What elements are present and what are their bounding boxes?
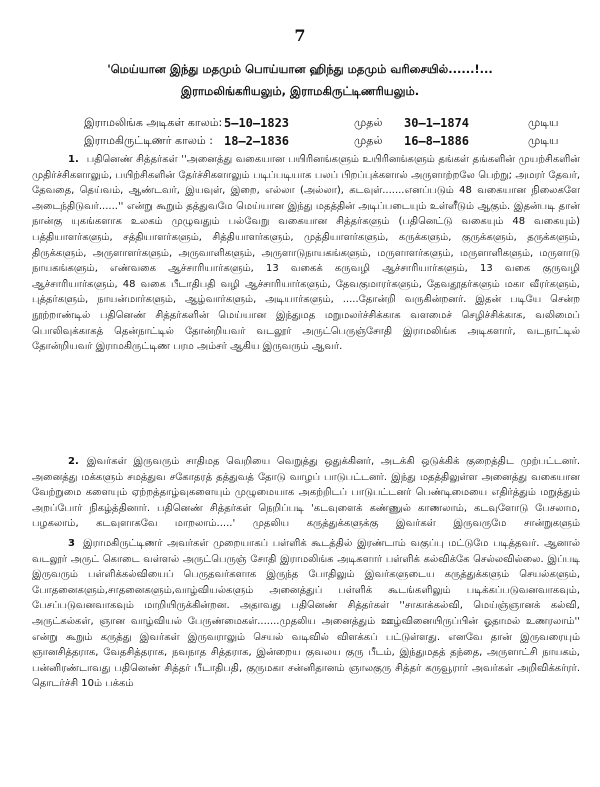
paragraph-number: 2.	[68, 456, 79, 467]
date-from: 5—10—1823	[224, 116, 290, 130]
paragraph-text: இராமகிருட்டிணர் அவர்கள் முறையாகப் பள்ளிக் கூடத்தில் இரண்டாம் வகுப்பு மட்டுமே படித்தவர். ஆனால் வடலூர் அருட் கொடை வள்ளல் அருட்பெருஞ் சோதி இராமலிங்க அடிகளார் பள்ளிக் கல்விக்கே செல்லவில்லை. இப்படி இருவரும் பள்ளிக்கல்வியைப் பெருதவர்களாக இருந்த போதிலும் இவர்களுடைய கருத்துக்களும் செயல்களும், போதனைகளும்,சாதனைகளும்,வாழ்வியல்களும் அனைத்துப் பள்ளிக் கூடங்களிலும் படிக்கப்படுவனவாகவும், பேசப்படுவனவாகவும் மாறியிருக்கின்றன. அதாவது பதினெண் சித்தர்கள் ''சாகாக்கல்வி, மெய்ஞ்ஞானக் கல்வி, அருட்கல்கள், ஞான வாழ்வியல் பேருண்மைகள்.......முதலிய அனைத்தும் ஊழ்வினையிருப்பின் ஓதாமல் உணரலாம்'' என்று கூறும் கருத்து இவர்கள் இருவராலும் செயல் வடிவில் விளக்கப் பட்டுள்ளது. எனவே தான் இருவரையும் ஞானசித்தராக, வேதசித்தராக, நவநாத சித்தராக, இன்றைய குவலய குரு பீடம், இந்துமதத் தந்தை, அருளாட்சி நாயகம், பன்னிரண்டாவது பதினெண் சித்தர் பீடாதிபதி, குருமகா சன்னிதானம் ஞாலகுரு சித்தர் கருவூரார் அவர்கள் அறிவிக்கர்ரர். தொடர்ச்சி 10ம் பக்கம்	[32, 538, 580, 690]
paragraph-number: 3	[68, 538, 75, 549]
date-from-word: முதல்	[354, 134, 383, 147]
date-to: 16—8—1886	[404, 134, 470, 148]
date-from-word: முதல்	[354, 116, 383, 129]
paragraph-3	[32, 536, 580, 774]
date-to-word: முடிய	[528, 134, 559, 147]
date-to-word: முடிய	[528, 116, 559, 129]
date-label: இராமகிருட்டிணர் காலம் :	[84, 134, 213, 147]
paragraph-number: 1.	[68, 154, 79, 165]
paragraph-2	[32, 454, 580, 534]
date-row-ramakrishna	[84, 132, 584, 150]
paragraph-text: பதினெண் சித்தர்கள் ''அனைத்து வகையான பயிரினங்களும் உயிரினங்களும் தங்கள் தங்களின் முயற்சிகளின் முதிர்ச்சிகளாலும், பயிற்சிகளின் தேர்ச்சிகளாலும் படிப்படியாக பலப் பிறப்புக்களால் அருளாற்றலே பெற்று; அமரர் தேவர், தேவதை, தெய்வம், ஆண்டவர், இயவுள், இறை, எல்லா (அல்லா), கடவுள்.......எனப்படும் 48 வகையான நிலைகளே அடைந்திடுவர்......'' என்று கூறும் தத்துவமே மெய்யான இந்து மதத்தின் அடிப்படையும் உள்ளீடும் ஆகும். இதன்படி தான் நான்கு யுகங்களாக உலகம் முழுவதும் பல்வேறு வகையான சித்தர்களும் (பதினெட்டு வகையும் 48 வகையும்) பத்தியாளர்களும், சத்தியாளர்களும், சித்தியாளர்களும், முத்தியாளர்களும், கருக்களும், குருக்களும், தருக்களும், திருக்களும், அருளாளர்களும், அருவாளிகளும், அருளாடுநாயகங்களும், மருளாளர்களும், மருளாளிகளும், மருளாடு நாயகங்களும், எண்வகை ஆச்சாரியார்களும், 13 வகைக் கருவழி ஆச்சாரியார்களும், 13 வகை குருவழி ஆச்சாரியார்களும், 48 வகை பீடாதிபதி வழி ஆச்சாரியார்களும், தேவகுமாரர்களும், தேவதூதர்களும் மகா வீரர்களும், புத்தர்களும், நாயன்மார்களும், ஆழ்வார்களும், அடியார்களும், .....தோன்றி வருகின்றனர். இதன் படியே சென்ற நூற்றாண்டில் பதினெண் சித்தர்களின் மெய்யான இந்துமத மறுமலர்ச்சிக்காக வளமைச் செழிச்சிக்காக, வலிமைப் பொலிவுக்காகத் தென்நாட்டில் தோன்றியவர் வடலூர் அருட்பெருஞ்சோதி இராமலிங்க அடிகளார், வடநாட்டில் தோன்றியவர் இராமகிருட்டிண பரம அம்சர் ஆகிய இருவரும் ஆவர்.	[32, 154, 580, 353]
date-to: 30—1—1874	[404, 116, 470, 130]
heading-line-1: 'மெய்யான இந்து மதமும் பொய்யான ஹிந்து மதமும் வரிசையில்......!...	[107, 62, 493, 76]
page-number: 7	[294, 26, 306, 45]
date-from: 18—2—1836	[224, 134, 290, 148]
date-row-ramalinga	[84, 114, 584, 132]
paragraph-1	[32, 152, 580, 446]
heading-line-2: இராமலிங்கரியலும், இராமகிருட்டிணரியலும்.	[180, 84, 420, 98]
lifespan-dates	[84, 114, 584, 150]
date-label: இராமலிங்க அடிகள் காலம்:	[84, 116, 223, 129]
paragraph-text: இவர்கள் இருவரும் சாதிமத வெறியை வெறுத்து ஒதுக்கினர், அடக்கி ஒடுக்கிக் குறைத்திட முற்பட்டனர். அனைத்து மக்களும் சமத்துவ சகோதரத் தத்துவத் தோடு வாழப் பாடுபட்டனர். இந்து மதத்திலுள்ள அனைத்து வகையான வேற்றுமை களையும் ஏற்றத்தாழ்வுகளையும் முழுமையாக அகற்றிடப் பாடுபட்டனர் பெண்டிமையை எதிர்த்தும் மறுத்தும் அறப்போர் நிகழ்த்தினார். பதினெண் சித்தர்கள் நெறிப்படி 'கடவுளைக் கண்ணுல் காணலாம், கடவுளோடு பேசலாம, பழகலாம், கடவுளாகவே மாறலாம்.....' முதலிய கருத்துக்களுக்கு இவர்கள் இருவருமே சான்றுகளும்	[32, 456, 580, 530]
